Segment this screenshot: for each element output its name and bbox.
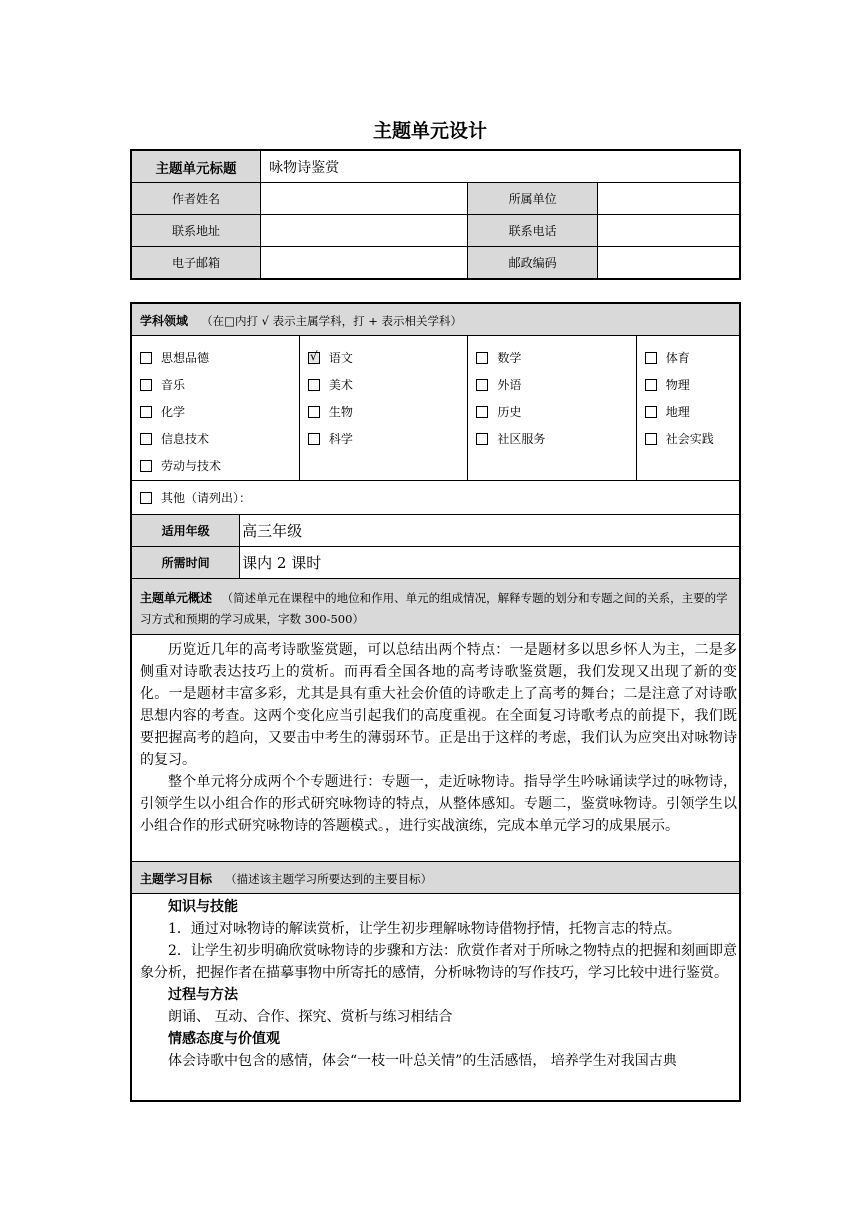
subject-option[interactable] <box>140 344 299 371</box>
knowledge-item-2: 2．让学生初步明确欣赏咏物诗的步骤和方法：欣赏作者对于所咏之物特点的把握和刻画即意象分析，把握作者在描摹事物中所寄托的感情，分析咏物诗的写作技巧，学习比较中进行鉴赏。 <box>140 943 737 981</box>
checkbox[interactable] <box>645 406 657 418</box>
checkbox[interactable] <box>308 406 320 418</box>
process-text: 朗诵、 互动、合作、探究、赏析与练习相结合 <box>168 1009 453 1025</box>
subject-option-label: 劳动与技术 <box>161 459 222 473</box>
subject-option-label: 美术 <box>328 378 353 392</box>
process-title: 过程与方法 <box>168 987 238 1003</box>
checkbox[interactable] <box>476 406 488 418</box>
subject-option-label: 社会实践 <box>665 432 714 446</box>
checkbox[interactable] <box>476 352 488 364</box>
goals-header-hint: （描述该主题学习所要达到的主要目标） <box>225 872 433 886</box>
subject-column-1 <box>131 336 299 481</box>
knowledge-item-1: 1．通过对咏物诗的解读赏析，让学生初步理解咏物诗借物抒情，托物言志的特点。 <box>168 921 681 937</box>
subject-option[interactable] <box>308 425 467 452</box>
subject-column-4 <box>636 336 740 481</box>
address-field[interactable] <box>261 215 468 247</box>
overview-header-hint: （简述单元在课程中的地位和作用、单元的组成情况，解释专题的划分和专题之间的关系，主要的学习方式和预期的学习成果，字数 300-500） <box>140 590 728 626</box>
subject-other-label: 其他（请列出）： <box>161 491 252 505</box>
zip-field[interactable] <box>597 247 740 280</box>
subject-option[interactable] <box>140 452 299 479</box>
goals-header-label: 主题学习目标 <box>140 872 213 886</box>
checkbox[interactable] <box>308 379 320 391</box>
subject-option[interactable] <box>140 425 299 452</box>
unit-title-label: 主题单元标题 <box>131 150 261 183</box>
subject-option-label: 语文 <box>328 351 353 365</box>
knowledge-title: 知识与技能 <box>168 899 238 915</box>
subject-option-label: 社区服务 <box>497 432 546 446</box>
zip-label: 邮政编码 <box>468 247 598 280</box>
subject-option-label: 化学 <box>161 405 186 419</box>
org-field[interactable] <box>597 183 740 215</box>
subject-header <box>131 303 740 336</box>
subject-option[interactable] <box>308 344 467 371</box>
address-label: 联系地址 <box>131 215 261 247</box>
subject-option-label: 外语 <box>497 378 522 392</box>
page-title: 主题单元设计 <box>372 120 487 142</box>
emotion-text: 体会诗歌中包含的感情，体会“一枝一叶总关情”的生活感悟， 培养学生对我国古典 <box>168 1053 677 1069</box>
info-table <box>130 149 741 280</box>
email-label: 电子邮箱 <box>131 247 261 280</box>
subject-option-label: 信息技术 <box>161 432 210 446</box>
subject-option[interactable] <box>476 344 635 371</box>
design-table <box>130 302 741 1102</box>
overview-header-label: 主题单元概述 <box>140 590 213 605</box>
phone-label: 联系电话 <box>468 215 598 247</box>
subject-option-label: 体育 <box>665 351 690 365</box>
time-label: 所需时间 <box>131 547 240 579</box>
overview-header <box>131 579 740 635</box>
subject-option[interactable] <box>645 371 739 398</box>
checkbox[interactable] <box>476 433 488 445</box>
subject-option[interactable] <box>476 398 635 425</box>
subject-option[interactable] <box>308 398 467 425</box>
subject-option[interactable] <box>476 371 635 398</box>
subject-option[interactable] <box>140 398 299 425</box>
goals-header <box>131 862 740 894</box>
subject-option[interactable] <box>476 425 635 452</box>
grade-label: 适用年级 <box>131 515 240 547</box>
subject-column-3 <box>468 336 636 481</box>
subject-option[interactable] <box>645 344 739 371</box>
subject-option-label: 音乐 <box>161 378 186 392</box>
email-field[interactable] <box>261 247 468 280</box>
unit-title-value[interactable]: 咏物诗鉴赏 <box>261 150 740 183</box>
check-mark-icon: √ <box>309 348 318 363</box>
checkbox[interactable] <box>140 492 152 504</box>
subject-option-label: 物理 <box>665 378 690 392</box>
checkbox[interactable] <box>140 460 152 472</box>
subject-option[interactable] <box>645 425 739 452</box>
subject-option-label: 思想品德 <box>161 351 210 365</box>
checkbox[interactable] <box>645 379 657 391</box>
subject-header-label: 学科领域 <box>140 314 189 328</box>
subject-other[interactable] <box>140 484 739 511</box>
subject-option[interactable] <box>308 371 467 398</box>
subject-header-hint: （在□内打 √ 表示主属学科，打 + 表示相关学科） <box>201 314 463 328</box>
subject-option[interactable] <box>140 371 299 398</box>
phone-field[interactable] <box>597 215 740 247</box>
overview-paragraph-2: 整个单元将分成两个个专题进行：专题一，走近咏物诗。指导学生吟咏诵读学过的咏物诗，引领学生以小组合作的形式研究咏物诗的特点，从整体感知。专题二，鉴赏咏物诗。引领学生以小组合作的形式研究咏物诗的答题模式。，进行实战演练，完成本单元学习的成果展示。 <box>140 774 737 834</box>
subject-option-label: 地理 <box>665 405 690 419</box>
emotion-title: 情感态度与价值观 <box>168 1031 280 1047</box>
checkbox[interactable] <box>308 433 320 445</box>
checkbox[interactable] <box>140 379 152 391</box>
subject-option-label: 科学 <box>328 432 353 446</box>
overview-body <box>131 635 740 862</box>
author-label: 作者姓名 <box>131 183 261 215</box>
goals-body <box>131 894 740 1102</box>
checkbox[interactable] <box>140 406 152 418</box>
checkbox[interactable] <box>645 433 657 445</box>
org-label: 所属单位 <box>468 183 598 215</box>
checkbox[interactable] <box>140 433 152 445</box>
subject-option-label: 历史 <box>497 405 522 419</box>
checkbox[interactable] <box>140 352 152 364</box>
time-value[interactable]: 课内 2 课时 <box>240 547 740 579</box>
overview-paragraph-1: 历览近几年的高考诗歌鉴赏题，可以总结出两个特点：一是题材多以思乡怀人为主，二是多侧重对诗歌表达技巧上的赏析。而再看全国各地的高考诗歌鉴赏题，我们发现又出现了新的变化。一是题材丰富多彩，尤其是具有重大社会价值的诗歌走上了高考的舞台；二是注意了对诗歌思想内容的考查。这两个变化应当引起我们的高度重视。在全面复习诗歌考点的前提下，我们既要把握高考的趋向，又要击中考生的薄弱环节。正是出于这样的考虑，我们认为应突出对咏物诗的复习。 <box>140 642 737 768</box>
subject-column-2 <box>299 336 467 481</box>
checkbox[interactable] <box>308 348 320 364</box>
grade-value[interactable]: 高三年级 <box>240 515 740 547</box>
checkbox[interactable] <box>476 379 488 391</box>
subject-option-label: 生物 <box>328 405 353 419</box>
subject-option[interactable] <box>645 398 739 425</box>
subject-option-label: 数学 <box>497 351 522 365</box>
subject-other-row <box>131 481 740 515</box>
author-field[interactable] <box>261 183 468 215</box>
checkbox[interactable] <box>645 352 657 364</box>
